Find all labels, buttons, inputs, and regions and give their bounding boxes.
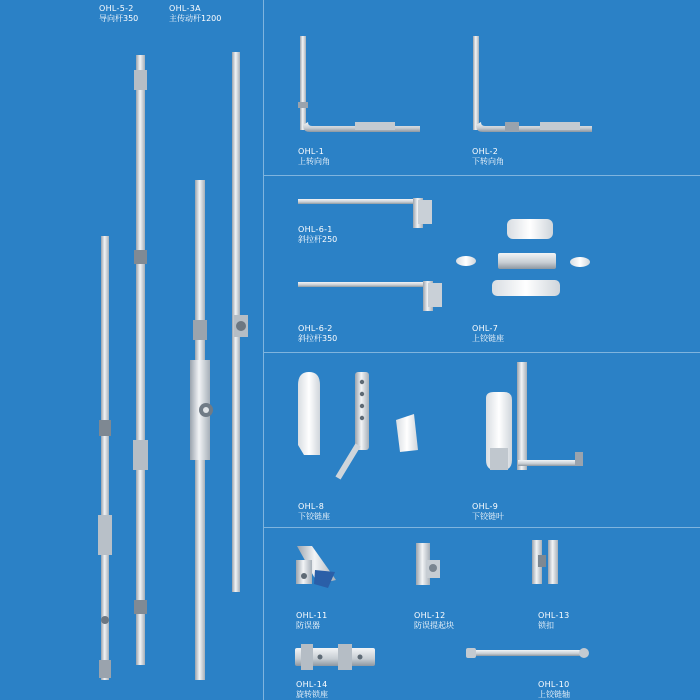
label-ohl-2 (472, 147, 504, 167)
item-name: 防误提起块 (414, 621, 454, 630)
rod-ohl-5-2 (98, 236, 112, 680)
stay-arm-ohl-6-2 (298, 281, 442, 311)
item-name: 旋转锁座 (296, 690, 328, 699)
label-ohl-6-1 (298, 225, 337, 245)
label-ohl-12 (414, 611, 454, 631)
item-code: OHL-12 (414, 611, 446, 620)
label-ohl-8 (298, 502, 330, 522)
rod-gearbox (190, 180, 213, 680)
hinge-seat-ohl-7 (456, 219, 590, 296)
item-code: OHL-2 (472, 147, 499, 156)
corner-ohl-2 (473, 36, 592, 132)
label-ohl-6-2 (298, 324, 337, 344)
rotary-lock-seat-ohl-14 (295, 644, 375, 670)
item-name: 锁扣 (538, 621, 554, 630)
lift-block-ohl-12 (416, 543, 440, 585)
item-name: 主传动杆1200 (169, 14, 222, 23)
item-code: OHL-13 (538, 611, 570, 620)
item-name: 导向杆350 (99, 14, 139, 23)
label-ohl-13 (538, 611, 570, 631)
item-code: OHL-6-2 (298, 324, 333, 333)
label-ohl-7 (472, 324, 504, 344)
item-name: 下铰链叶 (472, 512, 504, 521)
keeper-ohl-13 (532, 540, 558, 584)
label-ohl-5-2 (99, 4, 138, 24)
item-name: 斜拉杆250 (298, 235, 338, 244)
hinge-seat-ohl-8 (298, 372, 418, 478)
label-ohl-14 (296, 680, 328, 700)
item-name: 斜拉杆350 (298, 334, 338, 343)
label-ohl-11 (296, 611, 328, 631)
item-code: OHL-9 (472, 502, 499, 511)
item-code: OHL-14 (296, 680, 328, 689)
item-code: OHL-5-2 (99, 4, 134, 13)
item-name: 下铰链座 (298, 512, 330, 521)
label-ohl-10 (538, 680, 570, 700)
item-name: 上转向角 (298, 157, 330, 166)
item-code: OHL-11 (296, 611, 328, 620)
item-code: OHL-10 (538, 680, 570, 689)
item-name: 下转向角 (472, 157, 504, 166)
item-code: OHL-8 (298, 502, 325, 511)
label-ohl-1 (298, 147, 330, 167)
item-name: 上铰链座 (472, 334, 504, 343)
rod-ohl-3a (133, 55, 148, 665)
item-code: OHL-7 (472, 324, 499, 333)
item-name: 防误器 (296, 621, 320, 630)
hinge-leaf-ohl-9 (486, 362, 583, 470)
rod-long-right (232, 52, 248, 592)
label-ohl-3a (169, 4, 221, 24)
hinge-pin-ohl-10 (466, 648, 589, 658)
label-ohl-9 (472, 502, 504, 522)
item-name: 上铰链轴 (538, 690, 570, 699)
item-code: OHL-6-1 (298, 225, 333, 234)
item-code: OHL-3A (169, 4, 201, 13)
stay-arm-ohl-6-1 (298, 198, 432, 228)
anti-misuse-ohl-11 (296, 546, 336, 588)
item-code: OHL-1 (298, 147, 325, 156)
corner-ohl-1 (298, 36, 420, 132)
